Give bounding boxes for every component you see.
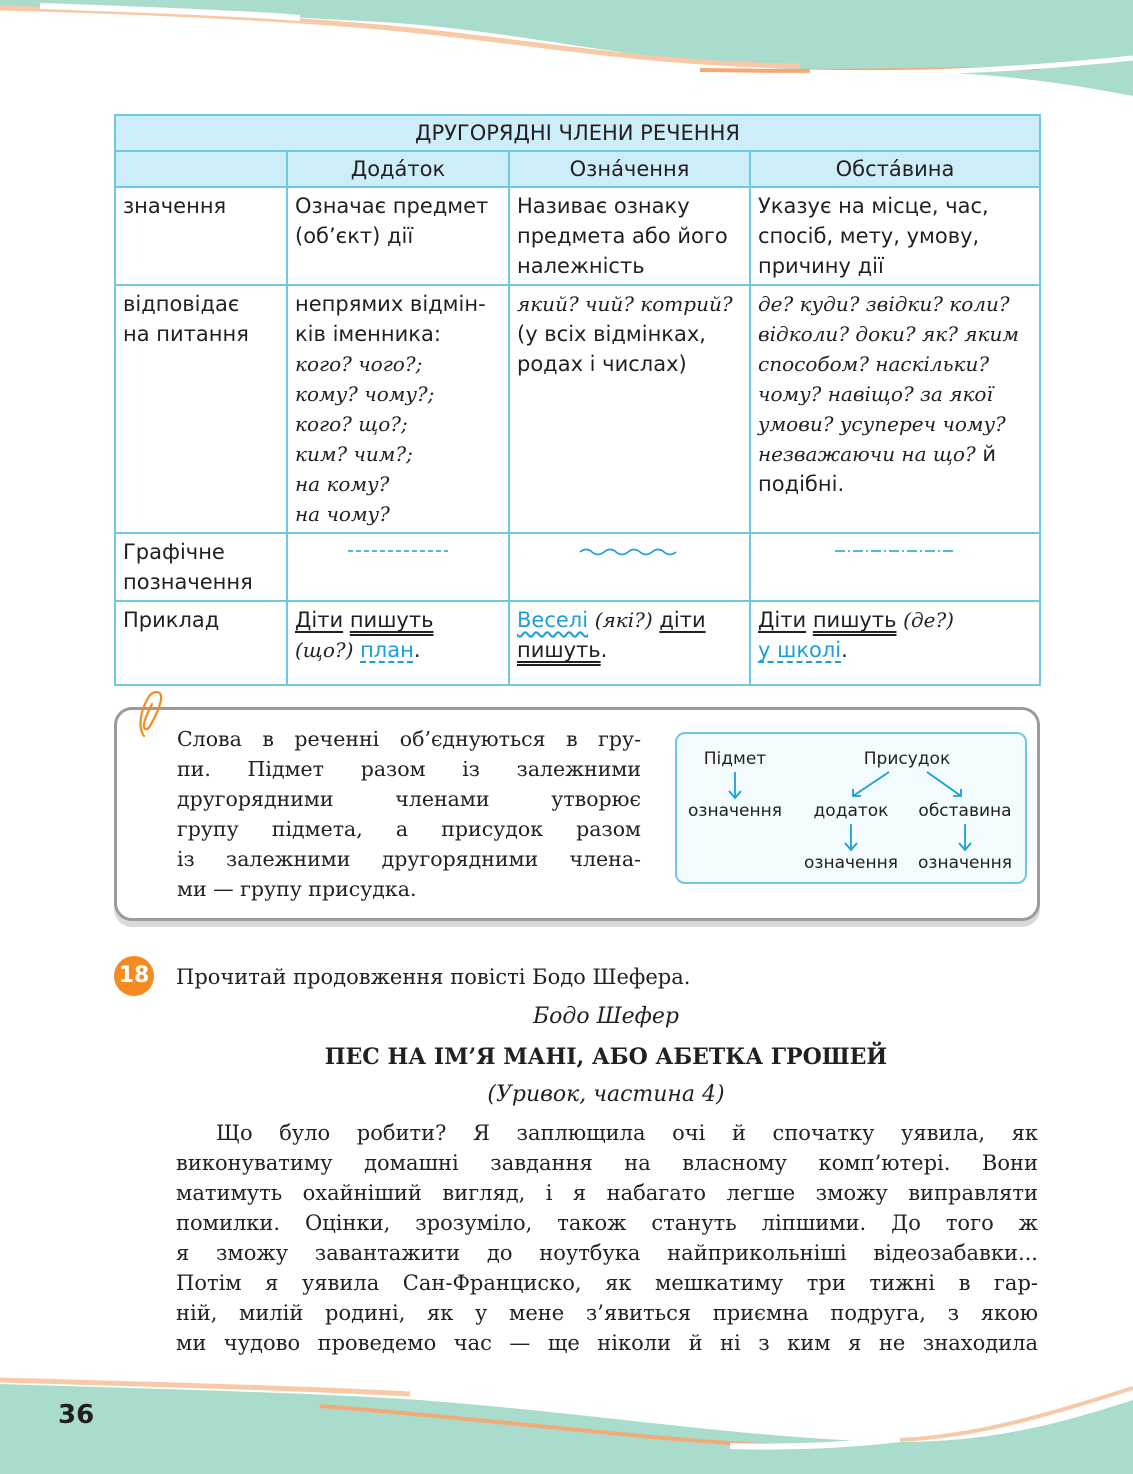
wavy-line-symbol [578,547,682,557]
table-row-meaning [115,187,1040,285]
column-header-oznachennya: Озна́чення [509,151,750,187]
story-title: ПЕС НА ІМ’Я МАНІ, АБО АБЕТКА ГРОШЕЙ [324,1044,888,1070]
scheme-adverbial: обставина [918,801,1012,821]
example-adverbial: у школі [758,638,842,662]
cell-example-dodatok [287,601,509,685]
rule-info-box [114,707,1040,921]
story-subtitle: (Уривок, частина 4) [487,1082,725,1107]
dodatok-question: ким? чим?; [295,442,413,466]
story-line: матимуть охайніший вигляд, і я набагато легше зможу виправляти [176,1181,1038,1205]
example-subject: Діти [758,608,807,632]
secondary-members-table [114,114,1041,686]
task-number-badge: 18 [114,956,154,996]
rule-text-line: пи. Підмет разом із залежними [177,757,641,781]
example-period: . [413,638,421,662]
example-predicate: пишуть [517,638,601,662]
cell-meaning-dodatok: Означає предмет (об’єкт) дії [287,187,509,285]
row-label-meaning: значення [115,187,287,285]
cell-graphic-oznachennya [509,533,750,601]
story-body [176,1118,1038,1358]
top-wave-decoration [0,0,1133,100]
row-label-questions-line2: на питання [123,322,249,346]
scheme-adverbial-attr: означення [918,853,1012,873]
story-line: ній, милій родині, як у мене з’явиться приємна подруга, з якою [176,1301,1038,1325]
column-header-obstavyna: Обста́вина [750,151,1040,187]
rule-text [177,724,641,904]
cell-meaning-oznachennya: Називає ознаку предмета або його належність [509,187,750,285]
row-label-questions-line1: відповідає [123,292,240,316]
story-line: виконуватиму домашні завдання на власному комп’ютері. Вони [176,1151,1038,1175]
cell-questions-dodatok [287,285,509,533]
table-row-example [115,601,1040,685]
example-question: (де?) [903,608,954,632]
scheme-object-attr: означення [804,853,898,873]
row-label-questions [115,285,287,533]
row-label-graphic [115,533,287,601]
example-object: план [360,638,414,662]
oznachennya-questions: який? чий? котрий? [517,292,733,316]
example-subject: діти [659,608,706,632]
row-label-graphic-line2: позначення [123,570,253,594]
scheme-subject: Підмет [703,749,767,769]
cell-meaning-obstavyna: Указує на місце, час, спосіб, мету, умову, причину дії [750,187,1040,285]
story-line: Потім я уявила Сан-Франциско, як мешкатиму три тижні в гар- [176,1271,1038,1295]
example-period: . [600,638,608,662]
header-empty-cell [115,151,287,187]
example-predicate: пишуть [812,608,897,632]
scheme-diagram [677,734,1025,882]
rule-text-line: групу підмета, а присудок разом [177,817,641,841]
cell-graphic-dodatok [287,533,509,601]
story-line: помилки. Оцінки, зрозуміло, також стануть ліпшими. До того ж [176,1211,1038,1235]
dodatok-question: кому? чому?; [295,382,435,406]
table-title: ДРУГОРЯДНІ ЧЛЕНИ РЕЧЕННЯ [115,115,1040,151]
row-label-example: Приклад [115,601,287,685]
story-line: ми чудово проведемо час — ще ніколи й ні з ким я не знаходила [176,1331,1038,1355]
cell-example-oznachennya [509,601,750,685]
obstavyna-tail: й подібні. [758,442,997,496]
example-predicate: пишуть [349,608,434,632]
rule-text-line: Слова в реченні об’єднуються в гру- [177,727,641,751]
page-number: 36 [58,1400,95,1430]
row-label-graphic-line1: Графічне [123,540,225,564]
dodatok-intro: непрямих відмін-ків іменника: [295,292,486,346]
dodatok-question: на кому? [295,472,390,496]
story-line: я зможу завантажити до ноутбука найприкольніші відеозабавки... [176,1241,1038,1265]
cell-questions-oznachennya [509,285,750,533]
rule-text-line: ми — групу присудка. [177,877,417,901]
dodatok-question: кого? чого?; [295,352,423,376]
dashed-line-symbol [346,547,450,555]
sentence-groups-scheme [675,732,1027,884]
example-period: . [841,638,848,662]
dodatok-question: на чому? [295,502,390,526]
scheme-predicate: Присудок [863,749,951,769]
table-row-graphic [115,533,1040,601]
story-author: Бодо Шефер [532,1004,680,1029]
example-subject: Діти [295,608,344,632]
rule-text-line: із залежними другорядними члена- [177,847,641,871]
paperclip-icon [134,688,164,740]
oznachennya-note: (у всіх відмінках, родах і числах) [517,322,706,376]
cell-graphic-obstavyna [750,533,1040,601]
dodatok-question: кого? що?; [295,412,408,436]
example-attribute: Веселі [517,608,589,632]
table-row-questions [115,285,1040,533]
example-question: (які?) [594,608,653,632]
cell-example-obstavyna [750,601,1040,685]
scheme-subject-attr: означення [688,801,782,821]
example-question: (що?) [295,638,354,662]
scheme-object: додаток [813,801,889,821]
task-instruction: Прочитай продовження повісті Бодо Шефера. [176,965,691,989]
dash-dot-line-symbol [833,547,957,555]
rule-text-line: другорядними членами утворює [177,787,641,811]
bottom-wave-decoration [0,1370,1133,1474]
story-line: Що було робити? Я заплющила очі й спочатку уявила, як [216,1121,1038,1145]
column-header-dodatok: Дода́ток [287,151,509,187]
obstavyna-questions: де? куди? звідки? коли? відколи? доки? як? яким способом? наскільки? чому? навіщо? за якої умови? усупереч чому? незважаючи на що? [758,292,1019,466]
cell-questions-obstavyna [750,285,1040,533]
